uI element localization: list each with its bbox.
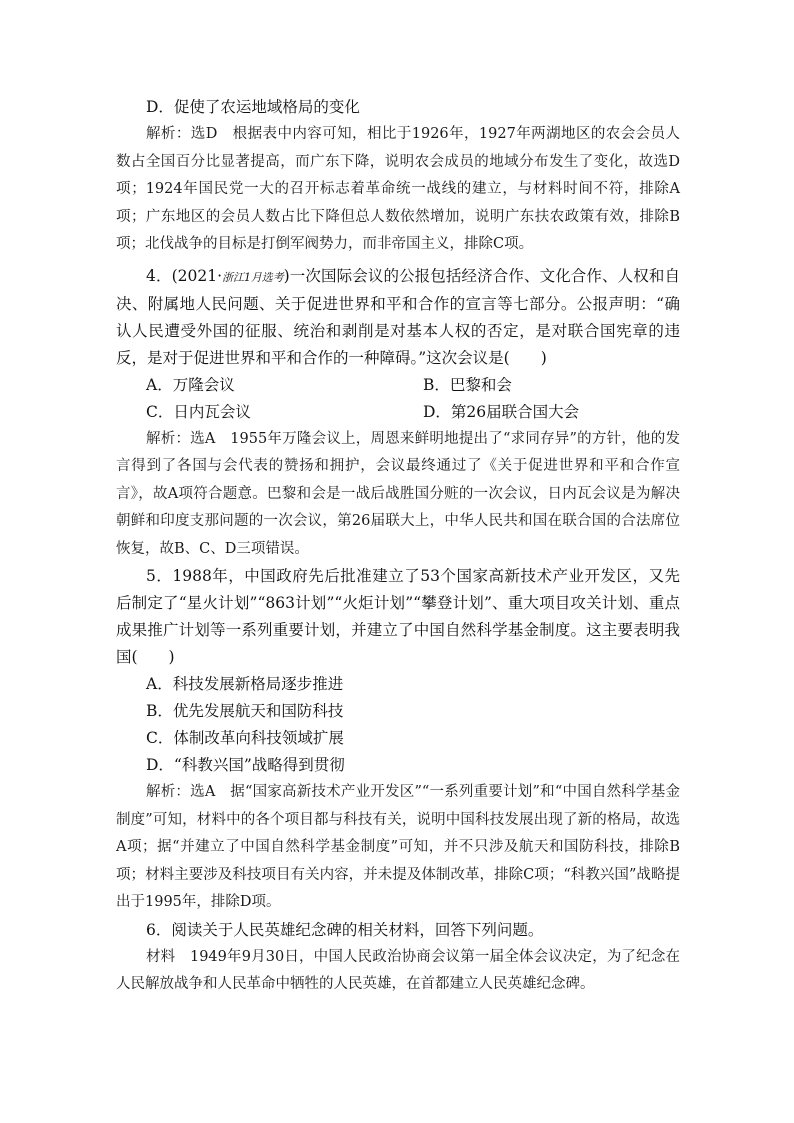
q4-stem-text: 一次国际会议的公报包括经济合作、文化合作、人权和自决、附属地人民问题、关于促进世界和平和合作的宣言等七部分。公报声明：“确认人民遭受外国的征服、统治和剥削是对基本人权的否定，是对联合国宪章的违反，是对于促进世界和平和合作的一种障碍。”这次会议是( ) bbox=[116, 266, 680, 367]
q4-option-d: D．第26届联合国大会 bbox=[423, 402, 580, 421]
q5-option-a: A．科技发展新格局逐步推进 bbox=[146, 675, 344, 693]
q5-option-d: D．“科教兴国”战略得到贯彻 bbox=[146, 756, 345, 774]
q4-option-c: C．日内瓦会议 bbox=[146, 402, 251, 421]
q4-option-a: A．万隆会议 bbox=[146, 375, 235, 394]
q4-number: 4． bbox=[146, 266, 172, 285]
q4-source-suffix: ) bbox=[283, 266, 290, 285]
q5-analysis: 解析：选A 据“国家高新技术产业开发区”“一系列重要计划”和“中国自然科学基金制度”可知，材料中的各个项目都与科技有关，说明中国科技发展出现了新的格局，故选A项；据“并建立了中国自然科学基金制度”可知，并不只涉及航天和国防科技，排除B项；材料主要涉及科技项目有关内容，并未提及体制改革，排除C项；“科教兴国”战略提出于1995年，排除D项。 bbox=[116, 784, 680, 910]
q4-source-tag: 浙江1月选考 bbox=[222, 270, 284, 284]
q4-analysis: 解析：选A 1955年万隆会议上，周恩来鲜明地提出了“求同存异”的方针，他的发言得到了各国与会代表的赞扬和拥护，会议最终通过了《关于促进世界和平和合作宣言》，故A项符合题意。巴黎和会是一战后战胜国分赃的一次会议，日内瓦会议是为解决朝鲜和印度支那问题的一次会议，第26届联大上，中华人民共和国在联合国的合法席位恢复，故B、C、D三项错误。 bbox=[116, 430, 680, 557]
q3-analysis: 解析：选D 根据表中内容可知，相比于1926年，1927年两湖地区的农会会员人数占全国百分比显著提高，而广东下降，说明农会成员的地域分布发生了变化，故选D项；1924年国民党一大的召开标志着革命统一战线的建立，与材料时间不符，排除A项；广东地区的会员人数占比下降但总人数依然增加，说明广东扶农政策有效，排除B项；北伐战争的目标是打倒军阀势力，而非帝国主义，排除C项。 bbox=[116, 126, 680, 252]
q5-stem: 5．1988年，中国政府先后批准建立了53个国家高新技术产业开发区，又先后制定了“星火计划”“863计划”“火炬计划”“攀登计划”、重大项目攻关计划、重点成果推广计划等一系列重要计划，并建立了中国自然科学基金制度。这主要表明我国( ) bbox=[116, 567, 680, 666]
q5-option-c: C．体制改革向科技领域扩展 bbox=[146, 729, 344, 747]
q5-option-b: B．优先发展航天和国防科技 bbox=[146, 702, 344, 720]
q6-material: 材料 1949年9月30日，中国人民政治协商会议第一届全体会议决定，为了纪念在人民解放战争和人民革命中牺牲的人民英雄，在首都建立人民英雄纪念碑。 bbox=[116, 948, 680, 992]
q4-option-b: B．巴黎和会 bbox=[423, 375, 512, 394]
q4-options bbox=[116, 372, 680, 426]
q3-option-d: D．促使了农运地域格局的变化 bbox=[146, 98, 360, 116]
q4-stem bbox=[116, 263, 680, 372]
q4-source-prefix: (2021· bbox=[171, 266, 223, 285]
q6-stem: 6．阅读关于人民英雄纪念碑的相关材料，回答下列问题。 bbox=[146, 920, 544, 939]
